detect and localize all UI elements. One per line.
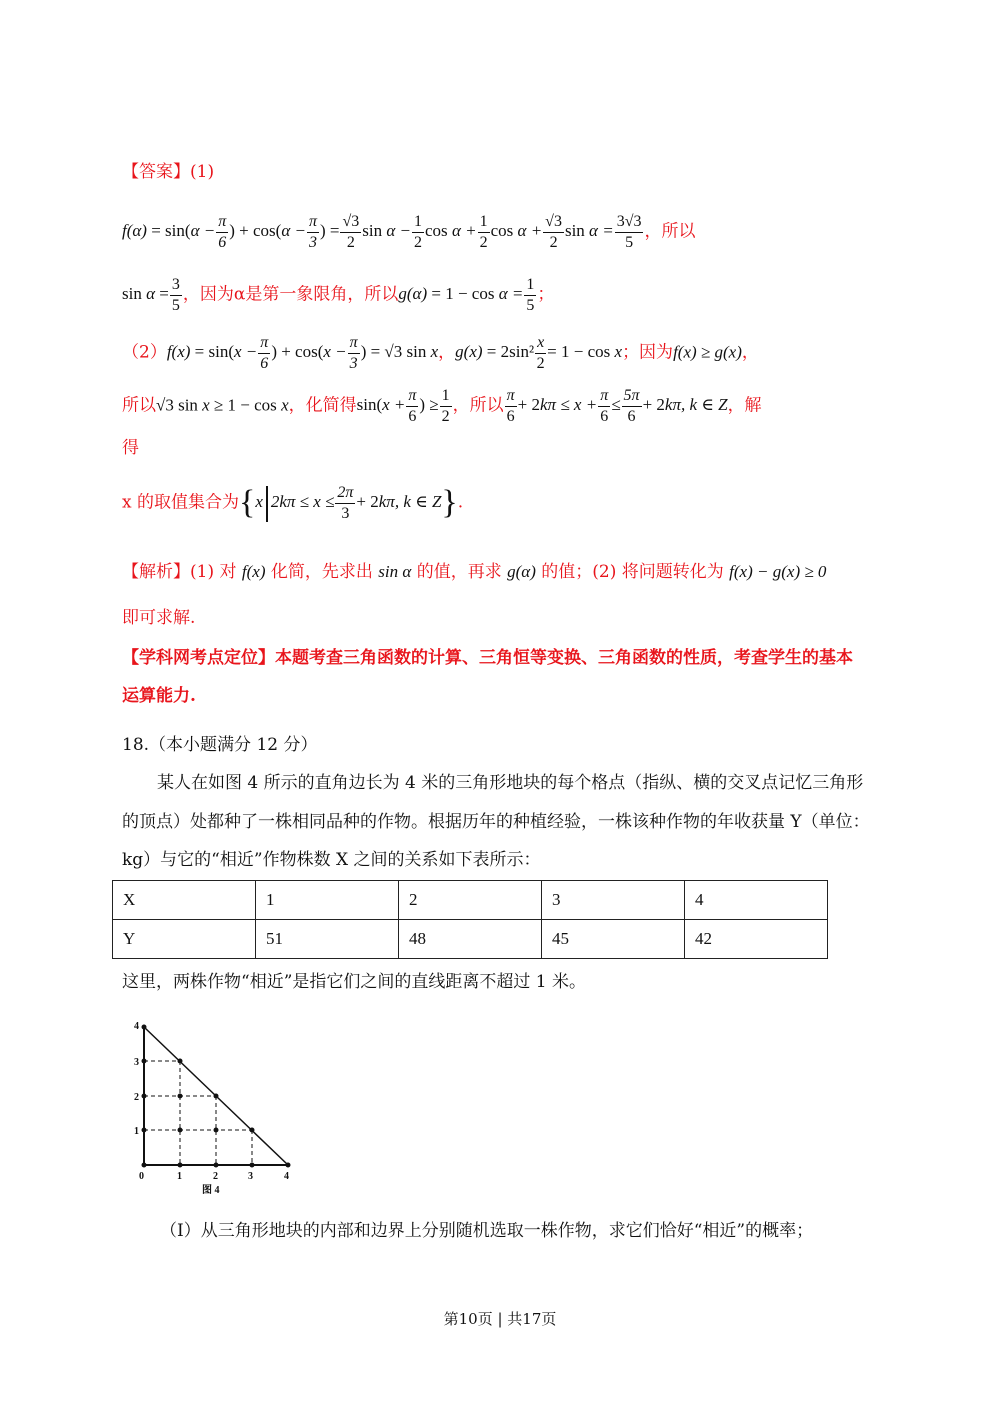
answer-line-5: 得 [122,438,139,458]
table-cell: X [113,881,256,920]
answer-line3-mid: ；因为 [622,342,674,363]
problem-18-note: 这里，两株作物“相近”是指它们之间的直线距离不超过 1 米。 [122,972,587,992]
answer-tag: 【答案】 [122,162,190,182]
kaodian-line-1 [122,646,853,670]
x-tick: 2 [213,1171,218,1182]
simplified-inequality: sin(x + $\frac{\pi}{6}$ ) ≥ $\frac{1}{2}$ [356,387,450,425]
dashed-grid [144,1061,252,1165]
figure-4-triangle-grid [130,1015,300,1195]
x-tick: 3 [248,1171,253,1182]
problem-18-p2: 的顶点）处都种了一株相同品种的作物。根据历年的种植经验，一株该种作物的年收获量 Y（单位： [122,812,870,832]
analysis-text-d: 的值；(2) 将问题转化为 [541,562,724,582]
problem-18-question-1: （I）从三角形地块的内部和边界上分别随机选取一株作物，求它们恰好“相近”的概率； [160,1221,814,1241]
g-alpha-value: g(α) = 1 − cos α = $\frac{1}{5}$ [398,276,535,314]
inequality-sqrt3: √3 sin x ≥ 1 − cos x [156,395,289,415]
answer-line4-mid2: ，所以 [452,395,504,416]
problem-18-heading: 18.（本小题满分 12 分） [122,735,318,755]
table-row [113,920,828,959]
figure-caption: 图 4 [202,1185,220,1195]
table-cell: 3 [541,881,684,920]
table-cell: 1 [255,881,398,920]
answer-line2-end: ； [537,284,555,305]
analysis-text-b: 化简，先求出 [270,562,373,582]
sin-alpha-value: sin α = $\frac{3}{5}$ [122,276,180,314]
analysis-tag: 【解析】 [122,562,190,582]
answer-line1-suffix: ，所以 [644,221,696,242]
answer-heading [122,160,214,184]
analysis-math-b: sin α [378,562,412,581]
table-cell: Y [113,920,256,959]
kaodian-line-2: 运算能力. [122,686,196,706]
answer-line-6: x 的取值集合为{x 2kπ ≤ x ≤ $\frac{2\pi}{3}$ + 2kπ, k ∈ Z}. [122,484,464,522]
answer-line2-mid: ，因为α是第一象限角，所以 [182,284,399,305]
kaodian-tag: 【学科网考点定位】 [122,648,275,668]
answer-line4-mid: ，化简得 [288,395,357,416]
x-tick: 1 [177,1171,182,1182]
problem-18-p1: 某人在如图 4 所示的直角边长为 4 米的三角形地块的每个格点（指纵、横的交叉点记忆三角形 [157,773,864,793]
kaodian-text: 本题考查三角函数的计算、三角恒等变换、三角函数的性质，考查学生的基本 [275,648,853,668]
table-cell: 51 [255,920,398,959]
analysis-math-c: g(α) [507,562,536,581]
table-cell: 45 [541,920,684,959]
answer-part2: （2） [122,342,167,363]
problem-18-p3: kg）与它的“相近”作物株数 X 之间的关系如下表所示： [122,850,541,870]
answer-line6-pre: x 的取值集合为 [122,492,239,513]
g-x-expression: g(x) = 2sin² $\frac{x}{2}$ = 1 − cos x [455,334,623,372]
answer-part1: (1) [190,162,215,182]
range-inequality: $\frac{\pi}{6}$ + 2kπ ≤ x + $\frac{\pi}{6}$ ≤ $\frac{5\pi}{6}$ + 2kπ, k ∈ Z [506,387,728,425]
analysis-text-c: 的值，再求 [416,562,502,582]
x-tick: 0 [139,1171,144,1182]
table-cell: 2 [398,881,541,920]
solution-set: {x 2kπ ≤ x ≤ $\frac{2\pi}{3}$ + 2kπ, k ∈ Z} [239,484,458,522]
answer-line-3: （2）f(x) = sin(x − $\frac{\pi}{6}$ ) + cos(x − $\frac{\pi}{3}$ ) = √3 sin x，g(x) = 2sin² $\frac{x}{2}$ = 1 − cos x；因为f(x) ≥ g(x)， [122,334,759,372]
xy-table [112,880,828,959]
answer-line4-end: ，解 [727,395,762,416]
f-alpha-expression: f(α) = sin(α − $\frac{\pi}{6}$ ) + cos(α − $\frac{\pi}{3}$ ) = $\frac{√3}{2}$ sin α − $\frac{1}{2}$ cos α + $\frac{1}{2}$ cos α + $\frac{√3}{2}$ sin α = $\frac{3√3}{5}$ [122,213,642,251]
inequality-f-g: f(x) ≥ g(x) [673,342,742,362]
y-tick: 4 [134,1021,139,1032]
answer-line4-pre: 所以 [122,395,156,416]
answer-line-1 [122,212,695,253]
analysis-line-2: 即可求解. [122,608,196,628]
page-footer: 第10页 | 共17页 [443,1310,557,1328]
y-tick: 3 [134,1057,139,1068]
analysis-math-d: f(x) − g(x) ≥ 0 [729,562,827,581]
table-cell: 4 [684,881,827,920]
answer-line-2 [122,275,554,316]
x-tick: 4 [284,1171,289,1182]
analysis-line-1 [122,560,826,584]
table-cell: 42 [684,920,827,959]
table-cell: 48 [398,920,541,959]
y-tick: 2 [134,1092,139,1103]
y-tick: 1 [134,1126,139,1137]
analysis-math-a: f(x) [241,562,266,581]
analysis-text-a: (1) 对 [190,562,237,582]
table-row [113,881,828,920]
answer-line-4 [122,386,762,427]
f-x-expression: f(x) = sin(x − $\frac{\pi}{6}$ ) + cos(x − $\frac{\pi}{3}$ ) = √3 sin x [166,334,439,372]
